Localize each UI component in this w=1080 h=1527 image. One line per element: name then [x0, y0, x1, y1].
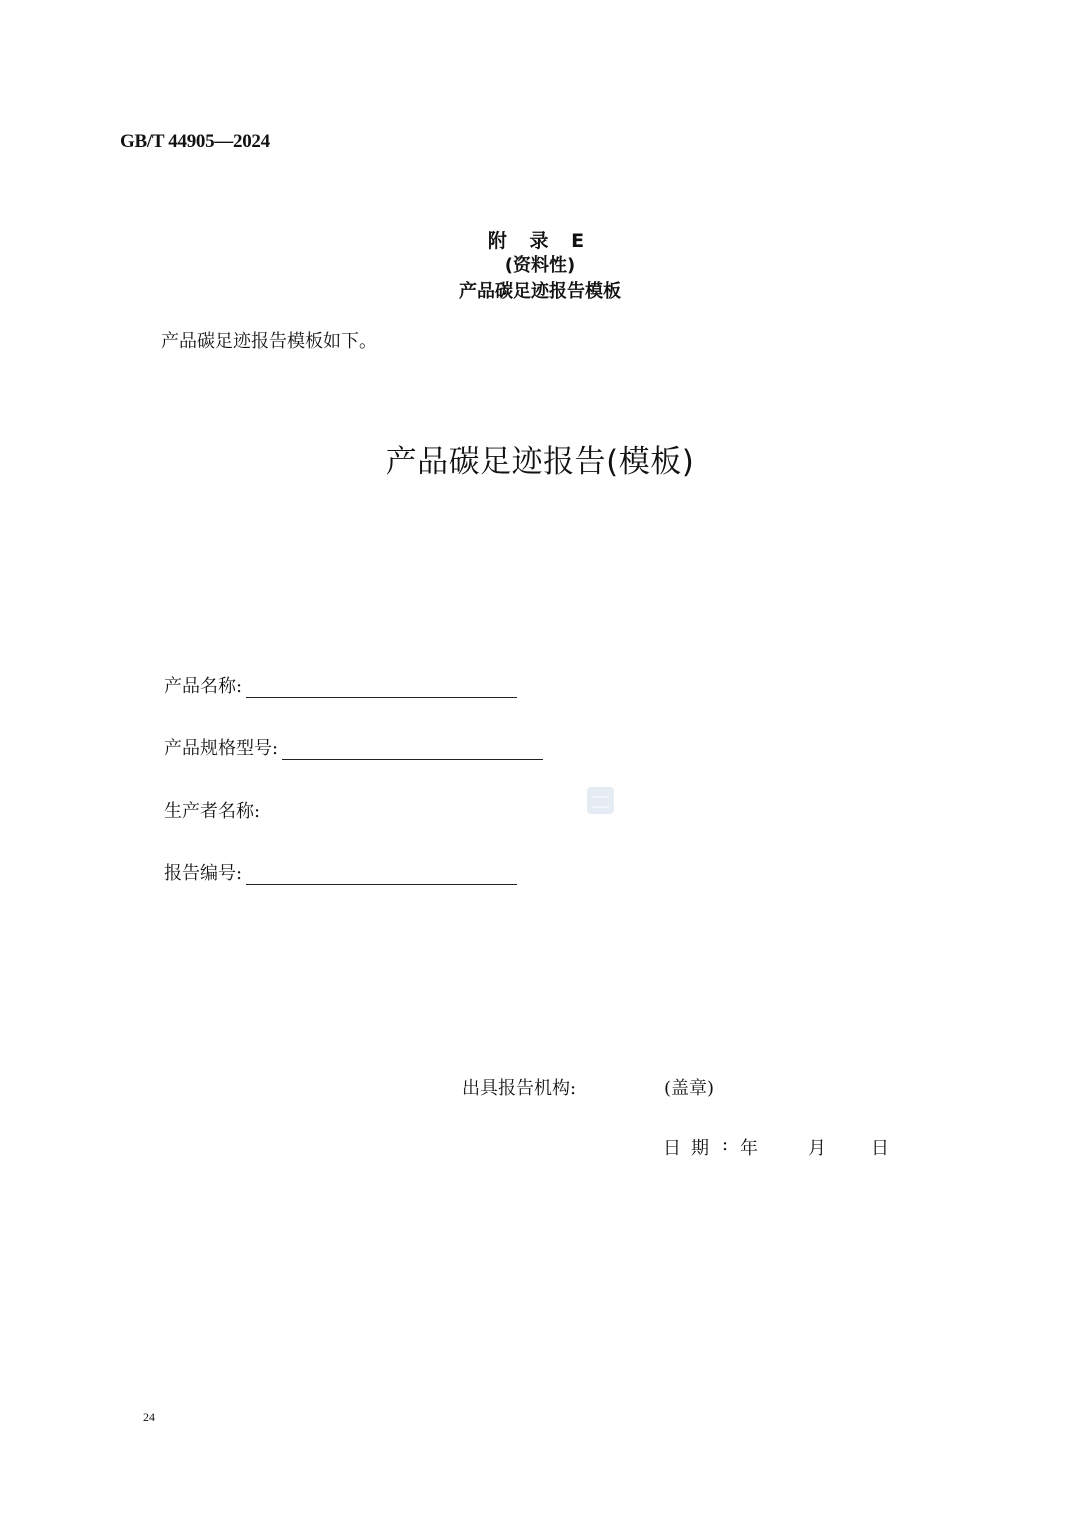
- product-name-label: 产品名称:: [164, 676, 243, 697]
- seal-label: (盖章): [664, 1078, 715, 1099]
- annex-name: 产品碳足迹报告模板: [459, 281, 621, 302]
- intro-text: 产品碳足迹报告模板如下。: [161, 331, 377, 352]
- product-spec-field: [164, 734, 543, 760]
- producer-name-field: [164, 797, 260, 823]
- producer-name-label: 生产者名称:: [164, 801, 261, 822]
- date-year: 年: [740, 1138, 758, 1159]
- page-number: 24: [143, 1410, 155, 1424]
- report-number-blank[interactable]: [246, 864, 517, 885]
- standard-number: GB/T 44905—2024: [120, 131, 270, 152]
- watermark-logo-icon: [587, 787, 614, 814]
- date-label-ri: 日: [663, 1138, 681, 1159]
- date-day: 日: [871, 1138, 889, 1159]
- date-colon: :: [722, 1134, 729, 1155]
- report-title: 产品碳足迹报告(模板): [385, 444, 695, 480]
- annex-type: (资料性): [504, 255, 576, 276]
- report-number-label: 报告编号:: [164, 863, 243, 884]
- date-label-qi: 期: [691, 1138, 709, 1159]
- report-number-field: [164, 859, 517, 885]
- product-spec-blank[interactable]: [282, 739, 543, 760]
- annex-title: 附 录 E: [487, 230, 593, 252]
- issuer-label: 出具报告机构:: [462, 1078, 577, 1099]
- product-spec-label: 产品规格型号:: [164, 738, 279, 759]
- date-month: 月: [808, 1138, 826, 1159]
- product-name-blank[interactable]: [246, 677, 517, 698]
- product-name-field: [164, 672, 517, 698]
